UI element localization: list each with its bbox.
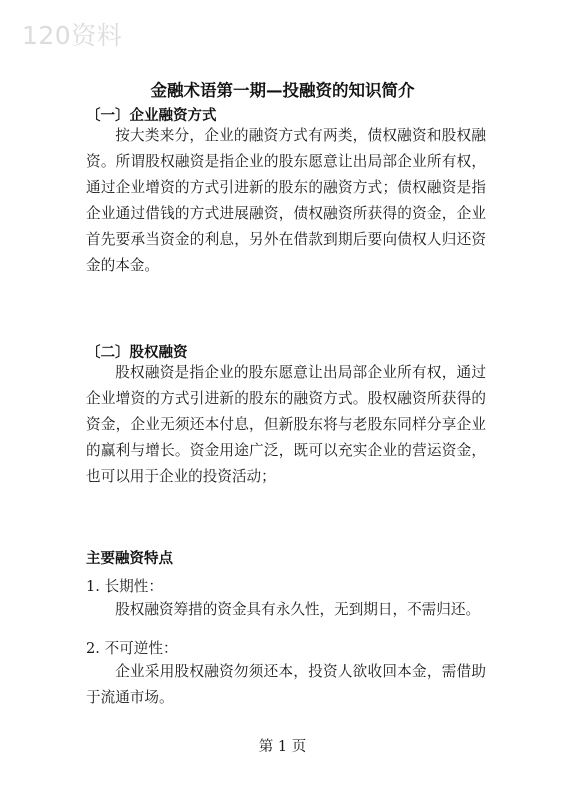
section-paragraph-financing-methods: 按大类来分，企业的融资方式有两类，债权融资和股权融资。所谓股权融资是指企业的股东愿意让出局部企业所有权，通过企业增资的方式引进新的股东的融资方式；债权融资是指企业通过借钱的方式进展融资，债权融资所获得的资金，企业首先要承当资金的利息，另外在借款到期后要向债权人归还资金的本金。 — [86, 127, 486, 274]
section-heading-main-features: 主要融资特点 — [86, 551, 173, 567]
document-title: 金融术语第一期—投融资的知识简介 — [150, 81, 415, 100]
watermark-logo: 120资料 — [22, 21, 123, 50]
feature-text-irreversible: 企业采用股权融资勿须还本，投资人欲收回本金，需借助于流通市场。 — [86, 663, 486, 706]
feature-text-long-term: 股权融资筹措的资金具有永久性，无到期日，不需归还。 — [115, 601, 481, 618]
feature-label-irreversible: 2. 不可逆性： — [86, 640, 178, 657]
section-heading-equity-financing: 〔二〕股权融资 — [86, 345, 188, 361]
feature-label-long-term: 1. 长期性： — [86, 578, 163, 595]
section-heading-financing-methods: 〔一〕企业融资方式 — [86, 108, 217, 124]
page-number: 第 1 页 — [258, 739, 307, 755]
section-paragraph-equity-financing: 股权融资是指企业的股东愿意让出局部企业所有权，通过企业增资的方式引进新的股东的融资方式。股权融资所获得的资金，企业无须还本付息，但新股东将与老股东同样分享企业的赢利与增长。资金用途广泛，既可以充实企业的营运资金，也可以用于企业的投资活动； — [86, 364, 486, 485]
